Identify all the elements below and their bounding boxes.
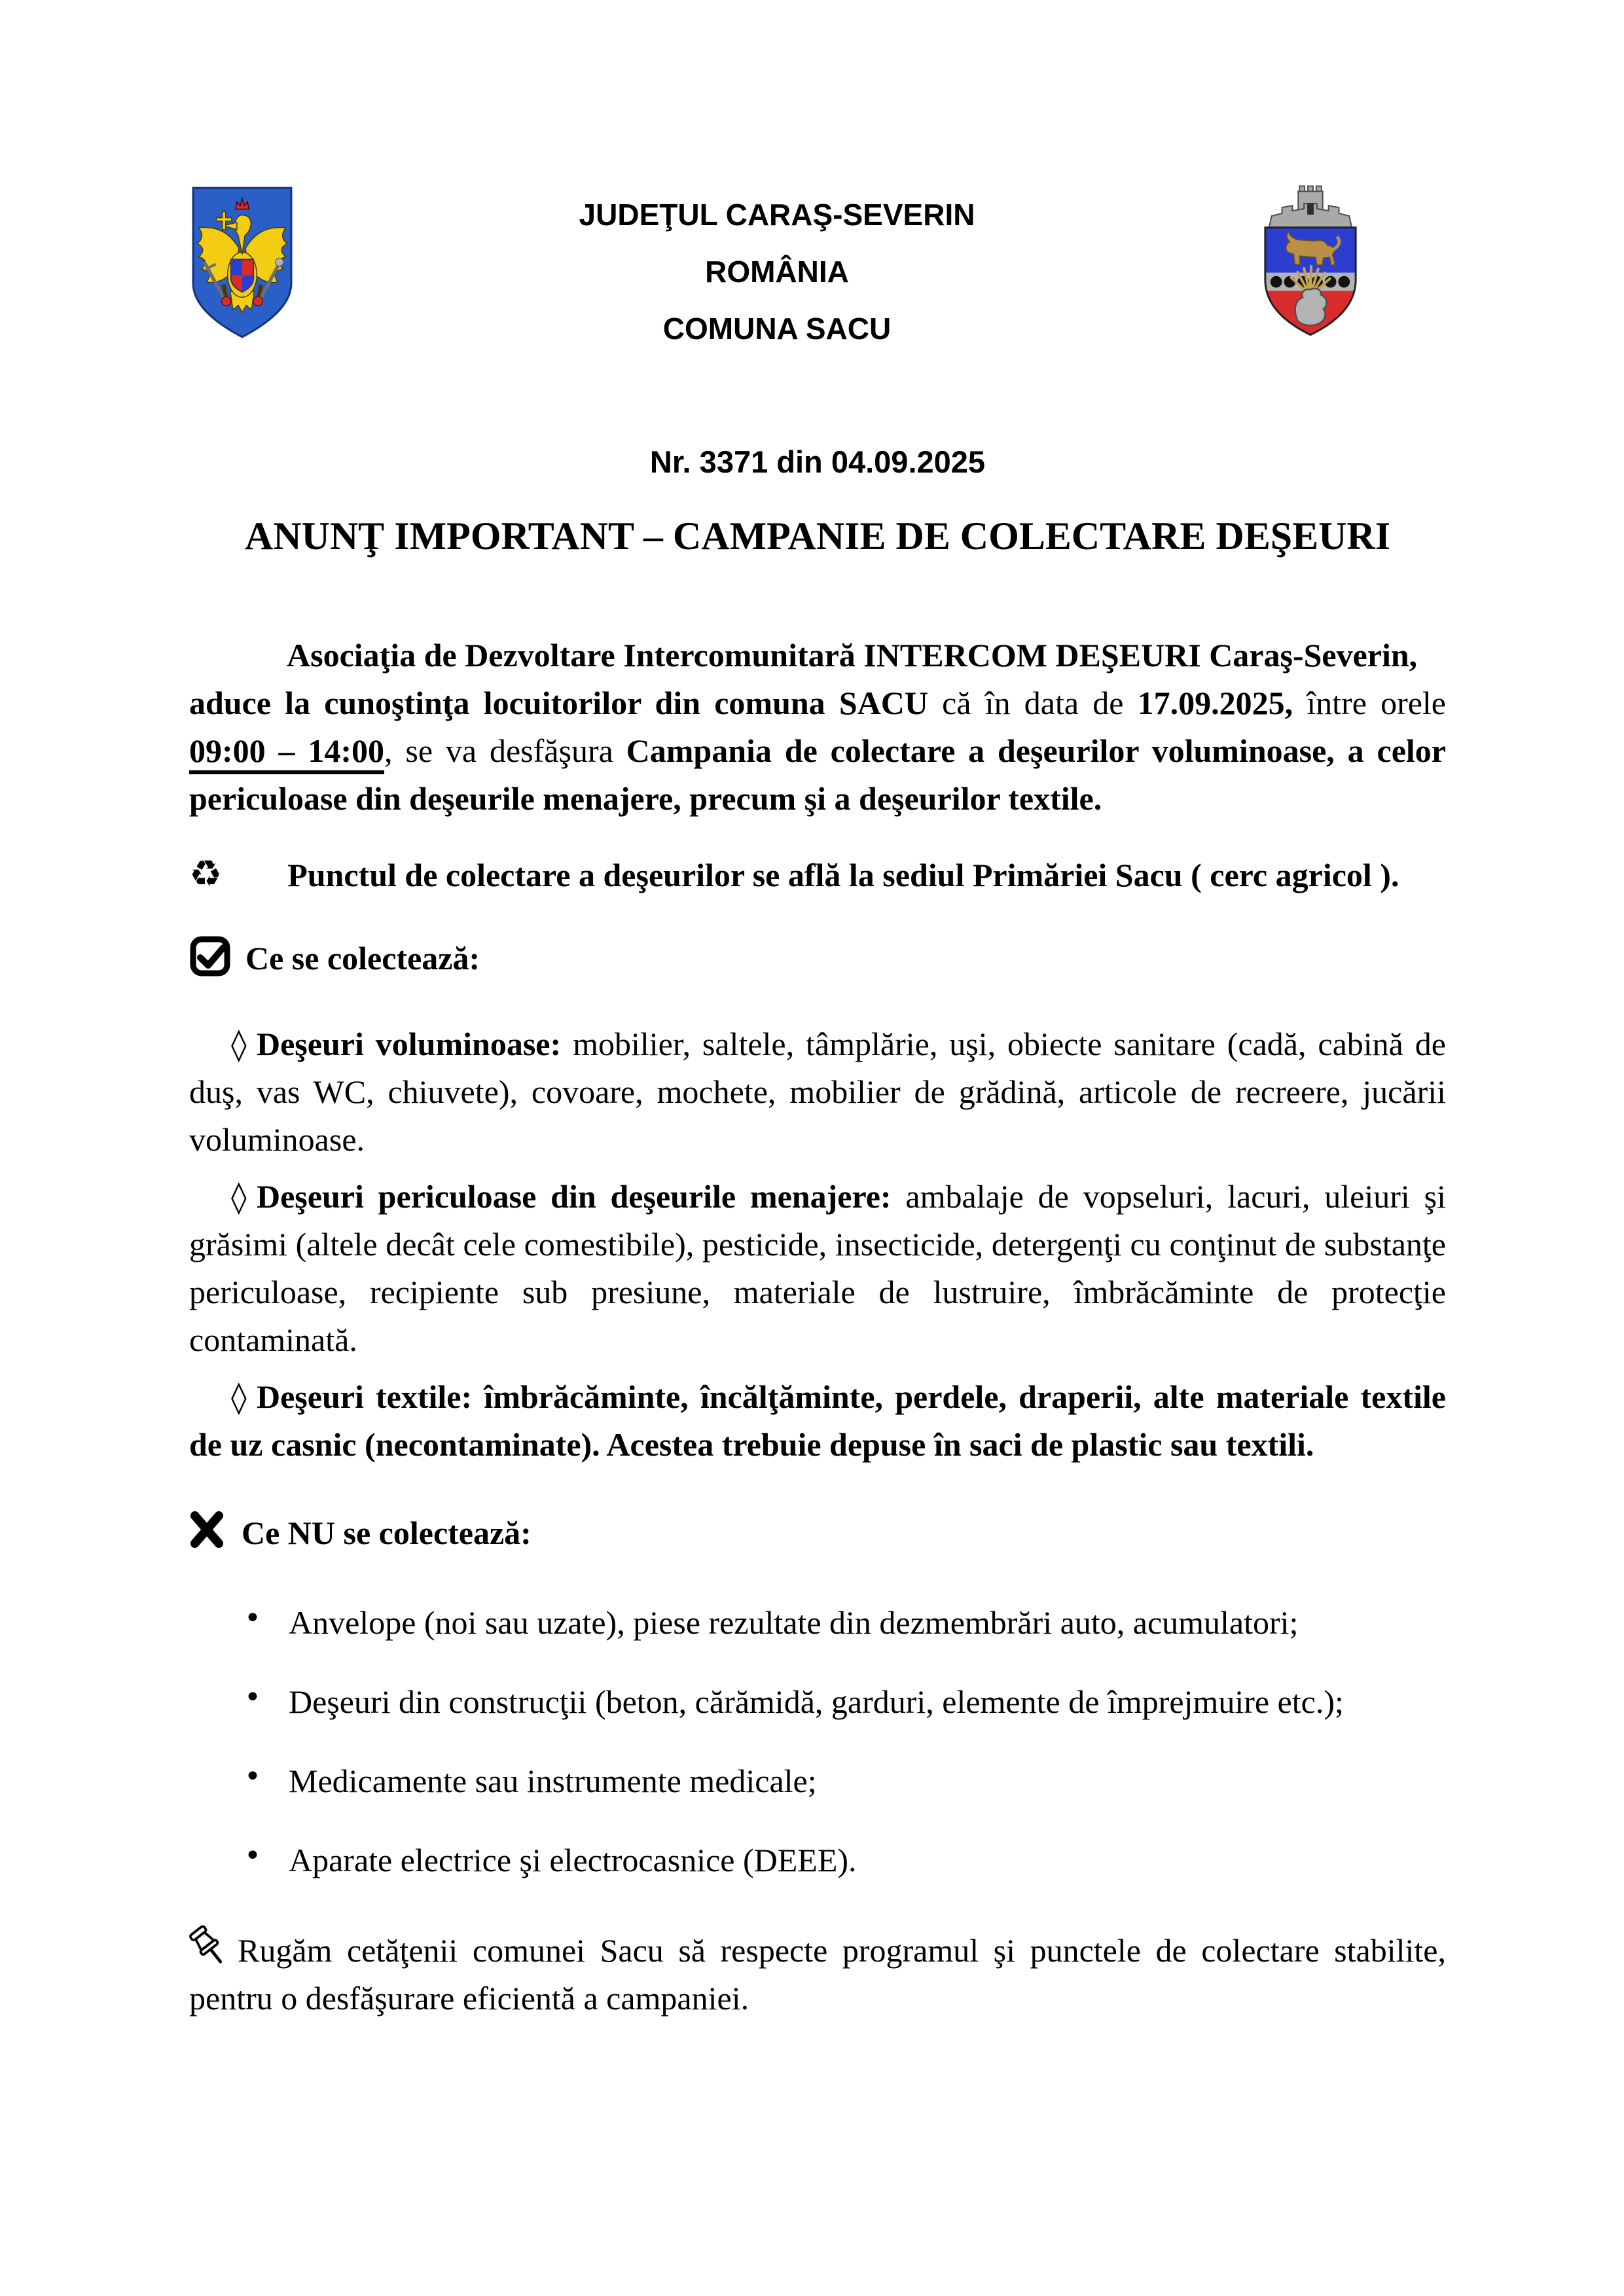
not-collected-list bbox=[189, 1599, 1446, 1884]
header-line-county: JUDEŢUL CARAŞ-SEVERIN bbox=[579, 198, 975, 232]
bullet-icon: • bbox=[244, 1681, 261, 1715]
list-item bbox=[189, 1678, 1446, 1726]
diamond-bullet-icon: ◊ bbox=[231, 1026, 247, 1064]
list-item-text: Anvelope (noi sau uzate), piese rezultate din dezmembrări auto, acumulatori; bbox=[289, 1604, 1299, 1641]
bullet-icon: • bbox=[244, 1839, 261, 1873]
diamond-bullet-icon: ◊ bbox=[231, 1379, 247, 1416]
bulky-waste-text: Deşeuri voluminoase: mobilier, saltele, tâmplărie, uşi, obiecte sanitare (cadă, cabină de duş, vas WC, chiuvete), covoare, mochete, mobilier de grădină, articole de recreere, jucării voluminoase. bbox=[189, 1026, 1446, 1158]
header-line-country: ROMÂNIA bbox=[705, 255, 849, 289]
list-item bbox=[189, 1599, 1446, 1647]
document-title: ANUNŢ IMPORTANT – CAMPANIE DE COLECTARE DEŞEURI bbox=[244, 514, 1391, 558]
list-item-text: Deşeuri din construcţii (beton, cărămidă, garduri, elemente de împrejmuire etc.); bbox=[289, 1683, 1344, 1721]
heavy-x-icon bbox=[189, 1510, 225, 1549]
collection-point-paragraph bbox=[189, 848, 1446, 901]
bulky-waste-paragraph bbox=[189, 1020, 1446, 1164]
collected-heading bbox=[189, 935, 1446, 982]
list-item-text: Medicamente sau instrumente medicale; bbox=[289, 1763, 817, 1800]
document-number: Nr. 3371 din 04.09.2025 bbox=[649, 444, 986, 479]
header-line-commune: COMUNA SACU bbox=[662, 312, 892, 346]
diamond-bullet-icon: ◊ bbox=[231, 1179, 247, 1216]
closing-paragraph bbox=[189, 1924, 1446, 2022]
list-item bbox=[189, 1757, 1446, 1805]
pushpin-icon bbox=[189, 1924, 228, 1972]
collection-point-text: Punctul de colectare a deşeurilor se află la sediul Primăriei Sacu ( cerc agricol ). bbox=[287, 856, 1399, 893]
checked-checkbox-icon bbox=[189, 935, 231, 977]
hazardous-waste-text: Deşeuri periculoase din deşeurile menajere: ambalaje de vopseluri, lacuri, uleiuri şi grăsimi (altele decât cele comestibile), pesticide, insecticide, detergenţi cu conţinut de substanţe periculoase, recipiente sub presiune, materiale de lustruire, îmbrăcăminte de protecţie contaminată. bbox=[189, 1178, 1446, 1359]
intro-paragraph: Asociaţia de Dezvoltare Intercomunitară INTERCOM DEŞEURI Caraş-Severin, aduce la cunoştinţa locuitorilor din comuna SACU că în data de 17.09.2025, între orele 09:00 – 14:00, se va desfăşura Campania de colectare a deşeurilor voluminoase, a celor periculoase din deşeurile menajere, precum şi a deşeurilor textile. bbox=[189, 636, 1446, 817]
closing-text: Rugăm cetăţenii comunei Sacu să respecte programul şi punctele de colectare stabilite, pentru o desfăşurare eficientă a campaniei. bbox=[189, 1932, 1446, 2017]
list-item-text: Aparate electrice şi electrocasnice (DEEE). bbox=[289, 1842, 857, 1879]
not-collected-heading-label: Ce NU se colectează: bbox=[242, 1515, 532, 1552]
document-header bbox=[189, 185, 1446, 357]
recycle-icon: ♻ bbox=[189, 852, 223, 895]
bullet-icon: • bbox=[244, 1760, 261, 1794]
header-title-block bbox=[295, 187, 1259, 357]
textile-waste-paragraph bbox=[189, 1373, 1446, 1469]
sacu-coat-of-arms-icon bbox=[1259, 185, 1362, 337]
collected-heading-label: Ce se colectează: bbox=[245, 940, 480, 977]
textile-waste-text: Deşeuri textile: îmbrăcăminte, încălţăminte, perdele, draperii, alte materiale textile de uz casnic (necontaminate). Acestea trebuie depuse în saci de plastic sau textili. bbox=[189, 1378, 1446, 1463]
not-collected-heading bbox=[189, 1509, 1446, 1557]
bullet-icon: • bbox=[244, 1602, 261, 1636]
hazardous-waste-paragraph bbox=[189, 1173, 1446, 1364]
romania-coat-of-arms-icon bbox=[189, 185, 295, 341]
list-item bbox=[189, 1837, 1446, 1884]
